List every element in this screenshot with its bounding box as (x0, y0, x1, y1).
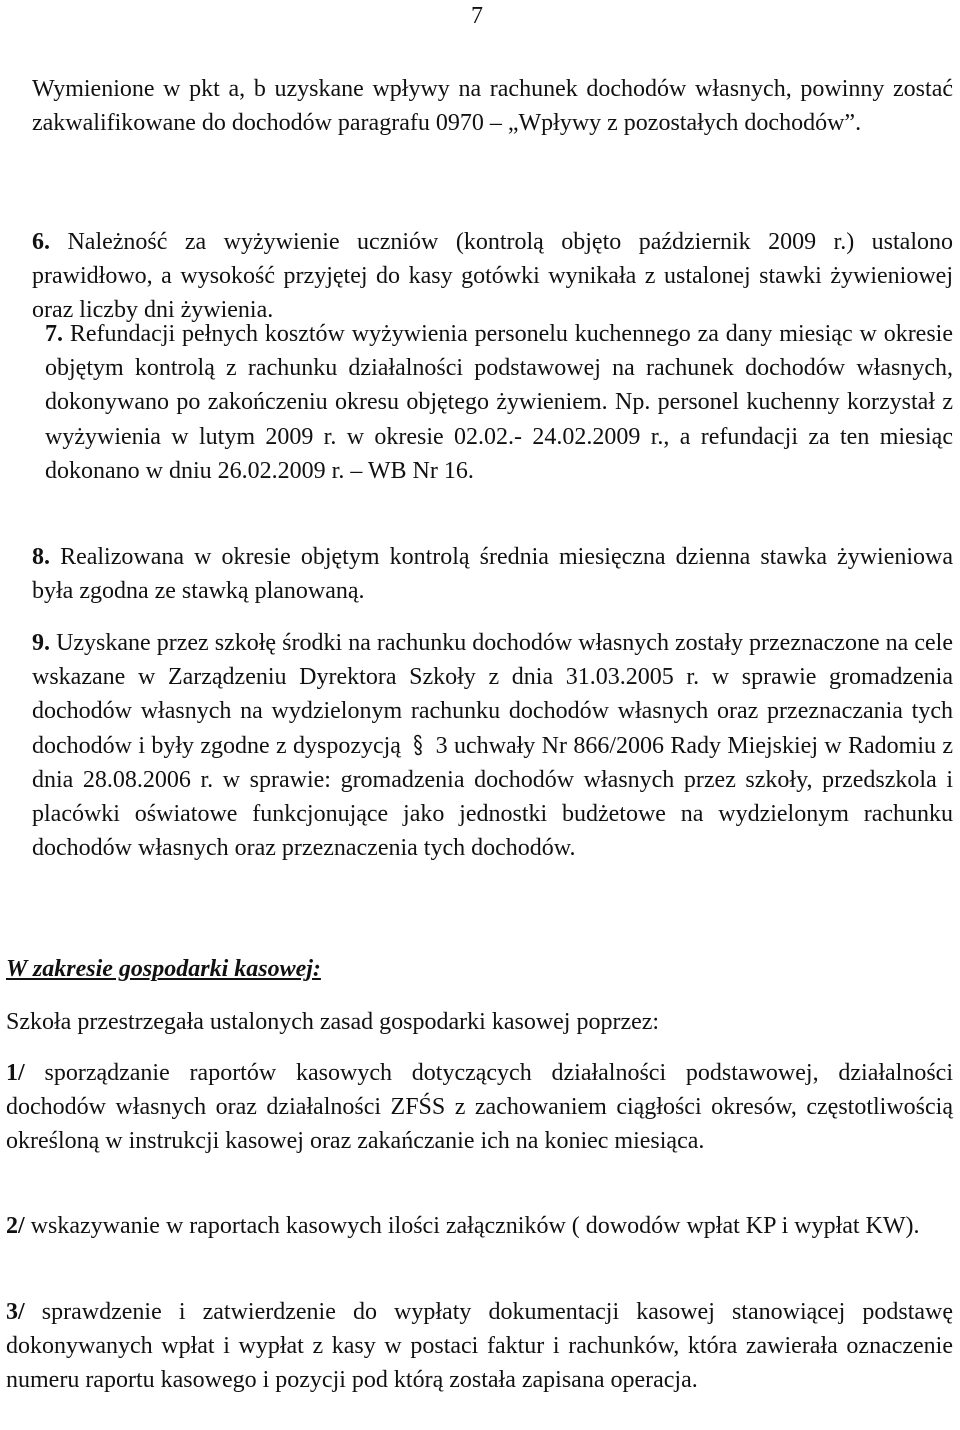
item-text: Refundacji pełnych kosztów wyżywienia personelu kuchennego za dany miesiąc w okresie objętym kontrolą z rachunku działalności podstawowej na rachunek dochodów własnych, dokonywano po zakończeniu okresu objętego żywieniem. Np. personel kuchenny korzystał z wyżywienia w lutym 2009 r. w okresie 02.02.- 24.02.2009 r., a refundacji za ten miesiąc dokonano w dniu 26.02.2009 r. – WB Nr 16. (45, 321, 953, 484)
cash-item-2 (6, 1209, 953, 1243)
item-text: Należność za wyżywienie uczniów (kontrolą objęto październik 2009 r.) ustalono prawidłowo, a wysokość przyjętej do kasy gotówki wynikała z ustalonej stawki żywieniowej oraz liczby dni żywienia. (32, 229, 954, 324)
item-number: 8. (32, 544, 50, 570)
item-text-after: 3 uchwały Nr 866/2006 Rady Miejskiej w Radomiu z dnia 28.08.2006 r. w sprawie: gromadzenia dochodów własnych przez szkoły, przedszkola i placówki oświatowe funkcjonujące jako jednostki budżetowe na wydzielonym rachunku dochodów własnych oraz przeznaczenia tych dochodów. (32, 732, 953, 862)
page-number: 7 (471, 3, 483, 29)
cash-item-text: wskazywanie w raportach kasowych ilości załączników ( dowodów wpłat KP i wypłat KW). (30, 1213, 920, 1239)
section-heading (6, 952, 953, 986)
paragraph-intro-text: Wymienione w pkt a, b uzyskane wpływy na rachunek dochodów własnych, powinny zostać zakwalifikowane do dochodów paragrafu 0970 – „Wpływy z pozostałych dochodów”. (32, 76, 953, 137)
item-6 (32, 225, 953, 328)
cash-item-1 (6, 1056, 953, 1159)
cash-intro-text: Szkoła przestrzegała ustalonych zasad gospodarki kasowej poprzez: (6, 1009, 660, 1035)
section-sign-icon (413, 734, 423, 756)
cash-item-number: 2/ (6, 1213, 25, 1239)
paragraph-intro (32, 72, 953, 140)
cash-item-text: sprawdzenie i zatwierdzenie do wypłaty dokumentacji kasowej stanowiącej podstawę dokonywanych wpłat i wypłat z kasy w postaci faktur i rachunków, która zawierała oznaczenie numeru raportu kasowego i pozycji pod którą została zapisana operacja. (6, 1299, 954, 1394)
item-number: 7. (45, 321, 63, 347)
heading-text: W zakresie gospodarki kasowej: (6, 956, 321, 982)
cash-item-number: 1/ (6, 1060, 25, 1086)
item-number: 9. (32, 630, 50, 656)
item-number: 6. (32, 229, 50, 255)
item-8 (32, 540, 953, 608)
cash-item-3 (6, 1295, 953, 1398)
item-text-before: Uzyskane przez szkołę środki na rachunku dochodów własnych zostały przeznaczone na cele wskazane w Zarządzeniu Dyrektora Szkoły z dnia 31.03.2005 r. w sprawie gromadzenia dochodów własnych na wydzielonym rachunku dochodów własnych oraz przeznaczania tych dochodów i były zgodne z dyspozycją (32, 630, 953, 759)
cash-intro (6, 1005, 953, 1039)
item-text: Realizowana w okresie objętym kontrolą średnia miesięczna dzienna stawka żywieniowa była zgodna ze stawką planowaną. (32, 544, 954, 605)
item-9 (32, 626, 953, 865)
item-7 (45, 317, 953, 488)
cash-item-number: 3/ (6, 1299, 25, 1325)
cash-item-text: sporządzanie raportów kasowych dotyczących działalności podstawowej, działalności dochodów własnych oraz działalności ZFŚS z zachowaniem ciągłości okresów, częstotliwością określoną w instrukcji kasowej oraz zakańczanie ich na koniec miesiąca. (6, 1060, 953, 1155)
